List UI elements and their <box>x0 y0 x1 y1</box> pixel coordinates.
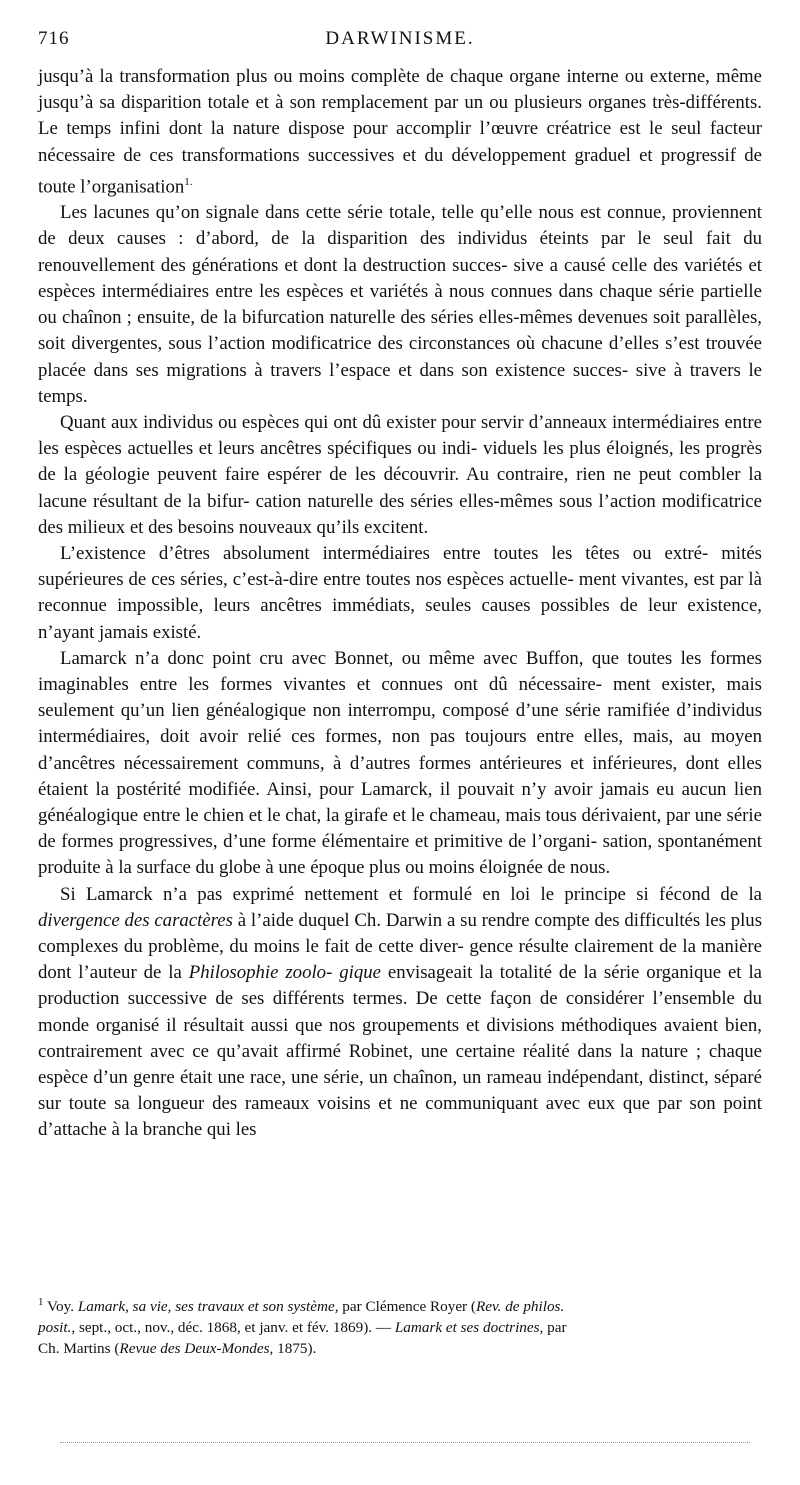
italic-title: Philosophie zoolo- <box>188 962 333 984</box>
text-line: jusqu’à la transformation plus ou moins complète de chaque organe interne ou <box>38 66 644 87</box>
text-line: Les lacunes qu’on signale dans cette série totale, telle qu’elle nous est connue, <box>60 202 667 224</box>
paragraph-6 <box>38 882 762 1144</box>
text-line: entre le chien et le chat, la girafe et le chameau, mais tous dérivaient, par une <box>142 804 722 826</box>
footnote-text: , sept., oct., nov., déc. 1868, et janv. et fév. 1869). — <box>71 1319 395 1337</box>
text-line: il résultait aussi que nos groupements et divisions méthodiques avaient bien, <box>166 1014 762 1036</box>
footnote-title: Lamark et ses doctrines, <box>394 1319 544 1337</box>
page-header <box>38 28 762 52</box>
text-line: Ainsi, pour Lamarck, il pouvait n’y avoir jamais eu aucun lien généalogique <box>38 778 763 826</box>
text-line: variétés à nous connues dans chaque série partielle ou chaînon ; ensuite, de la <box>38 280 762 329</box>
footnote <box>38 1292 762 1359</box>
text-line: ment vivantes, est par là reconnue impossible, leurs ancêtres immédiats, seules <box>38 569 762 617</box>
text-line: sive à travers le temps. <box>38 359 763 407</box>
text-line: gence résulte clairement de la manière dont l’auteur de la <box>38 935 763 984</box>
footnote-text: Ch. Martins ( <box>38 1340 120 1358</box>
text-line: causes possibles de leur existence, n’ayant jamais existé. <box>38 595 762 643</box>
body-text <box>38 64 762 1144</box>
text-line: proviennent de deux causes : d’abord, de la disparition des individus éteints <box>38 202 762 250</box>
paragraph-3 <box>38 410 762 541</box>
text-line: Si Lamarck n’a pas exprimé nettement et formulé en loi le principe si fécond <box>60 883 711 905</box>
text-line: et des besoins nouveaux qu’ils excitent. <box>129 516 429 538</box>
footnote-title: Lamark, sa vie, ses travaux et son système, <box>77 1298 339 1316</box>
text-line: viduels les plus éloignés, les progrès de la géologie peuvent faire espérer de les <box>38 438 762 486</box>
paragraph-5 <box>38 646 762 882</box>
text-line: d’une série ramifiée d’individus intermédiaires, doit avoir relié ces formes, non <box>38 700 762 748</box>
text-line: cation naturelle des séries elles-mêmes sous l’action modificatrice des milieux <box>38 490 762 538</box>
italic-term: divergence des caractères <box>38 909 233 931</box>
text-line: série de formes progressives, d’une forme élémentaire et primitive de l’organi- <box>38 804 762 853</box>
text-line: les formes imaginables entre les formes vivantes et connues ont dû nécessaire- <box>38 647 762 695</box>
text-line: à l’aide duquel Ch. Darwin a su rendre compte <box>232 909 590 931</box>
text-line: Lamarck n’a donc point cru avec Bonnet, ou même avec Buffon, que toutes <box>60 647 673 669</box>
text-line: envisageait la totalité de la série organique et la production successive de <box>38 962 762 1010</box>
text-line: découvrir. Au contraire, rien ne peut combler la lacune résultant de la bifur- <box>38 464 762 512</box>
text-line: des difficultés les plus complexes du problème, du moins le fait de cette diver- <box>38 909 763 957</box>
text-line: L’existence d’êtres absolument intermédiaires entre toutes les têtes ou extré- <box>60 542 709 564</box>
running-head: DARWINISME. <box>325 28 475 49</box>
footnote-journal: Revue des Deux-Mondes, <box>119 1340 274 1358</box>
text-line: ses différents termes. De cette façon de considérer l’ensemble du monde organisé <box>38 988 762 1036</box>
text-line: Quant aux individus ou espèces qui ont dû exister pour servir d’anneaux <box>60 411 607 433</box>
text-line: divergentes, sous l’action modificatrice des circonstances où chacune d’elles s’est <box>71 333 700 355</box>
text-line: sation, spontanément produite à la surface du globe à une époque plus ou moins <box>38 831 762 879</box>
footnote-journal: Rev. de philos. <box>475 1298 565 1316</box>
text-line: ment exister, mais seulement qu’un lien généalogique non interrompu, composé <box>38 673 762 722</box>
footnote-text: 1875). <box>273 1340 317 1358</box>
text-line: de la <box>720 883 762 905</box>
text-line: rameau indépendant, distinct, séparé sur toute sa longueur des rameaux voisins <box>38 1066 762 1115</box>
text-line: intermédiaires entre les espèces actuelles et leurs ancêtres spécifiques ou indi- <box>38 411 762 460</box>
text-line: accomplir l’œuvre créatrice est le seul facteur nécessaire de ces transformations <box>38 118 762 166</box>
text-line: pas toujours entre elles, mais, au moyen d’ancêtres nécessairement communs, à <box>38 726 762 774</box>
text-line: d’autres formes antérieures et inférieures, dont elles étaient la postérité modifiée. <box>38 752 762 800</box>
bottom-dotted-rule <box>60 1442 750 1443</box>
footnote-reference: 1. <box>184 175 193 188</box>
text-line: par le seul fait du renouvellement des générations et dont la destruction succes- <box>38 228 762 276</box>
text-line: bifurcation naturelle des séries elles-mêmes devenues soit parallèles, soit <box>38 307 763 355</box>
footnote-text: par <box>543 1319 567 1337</box>
text-line: contrairement avec ce qu’avait affirmé Robinet, une certaine réalité dans la <box>38 1040 634 1062</box>
page-number: 716 <box>38 28 70 49</box>
text-line: nature ; chaque espèce d’un genre était une race, une série, un chaînon, un <box>38 1040 763 1088</box>
footnote-line-2 <box>38 1317 762 1338</box>
paragraph-2 <box>38 200 762 410</box>
text-line: trouvée placée dans ses migrations à travers l’espace et dans son existence succes- <box>38 333 763 381</box>
text-line: éloignée de nous. <box>479 857 611 879</box>
text-line: successives et du développement graduel et progressif de toute l’organisation <box>38 144 762 198</box>
paragraph-4 <box>38 541 762 646</box>
paragraph-1 <box>38 64 762 200</box>
text-line: mités supérieures de ces séries, c’est-à-dire entre toutes nos espèces actuelle- <box>38 542 762 591</box>
text-line: et ne communiquant avec eux que par son point d’attache à la branche qui les <box>38 1093 762 1141</box>
footnote-mark: 1 <box>38 1296 44 1308</box>
footnote-line-3 <box>38 1338 762 1359</box>
text-line: externe, même jusqu’à sa disparition totale et à son remplacement par un ou <box>38 66 763 114</box>
footnote-text: Voy. <box>43 1298 78 1316</box>
italic-title: gique <box>339 962 381 984</box>
text-line: sive a causé celle des variétés et espèces intermédiaires entre les espèces et <box>38 254 762 302</box>
footnote-text: par Clémence Royer ( <box>338 1298 476 1316</box>
footnote-line-1 <box>38 1292 762 1317</box>
text-line: plusieurs organes très-différents. Le temps infini dont la nature dispose pour <box>38 92 762 140</box>
footnote-journal: posit. <box>38 1319 72 1337</box>
